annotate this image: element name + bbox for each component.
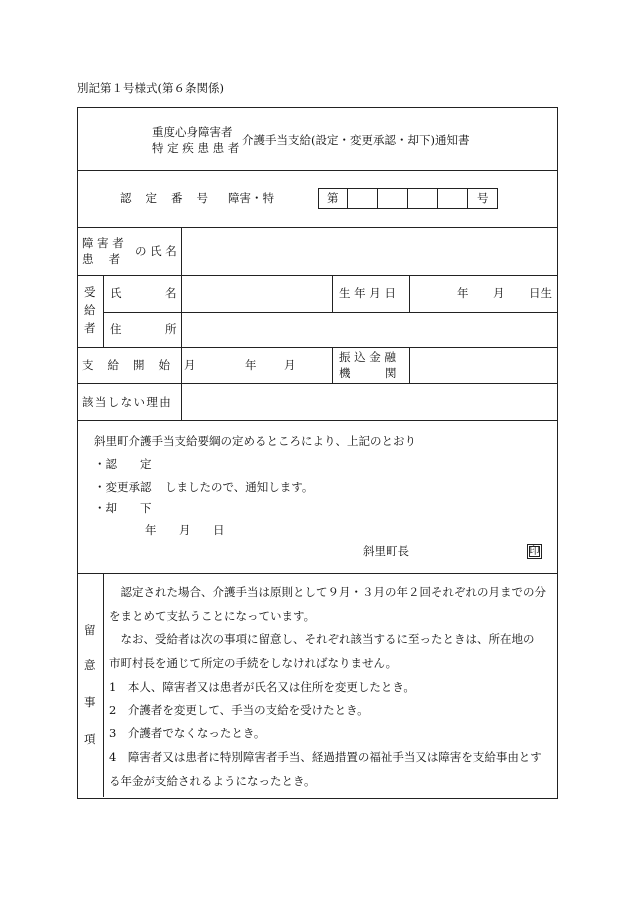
col-divider [332, 347, 333, 383]
recipient-label-2: 給 [84, 303, 96, 317]
note-line: 2 介護者を変更して、手当の支給を受けたとき。 [109, 703, 369, 717]
reason-field[interactable] [183, 385, 555, 419]
patient-label-top: 障 害 者 [82, 236, 124, 250]
bank-label-top: 振 込 金 融 [339, 350, 396, 364]
note-line: る年金が支給されるようになったとき。 [109, 774, 316, 788]
cert-box-divider [467, 188, 468, 209]
note-line: をまとめて支払うことになっています。 [109, 609, 316, 623]
payment-start-field[interactable] [183, 349, 331, 382]
form-reference: 別記第１号様式(第６条関係) [77, 81, 224, 95]
row-divider [77, 170, 558, 171]
patient-label-tail: の 氏 名 [135, 244, 177, 258]
seal-mark [527, 544, 542, 559]
cert-number-type: 障害・特 [228, 191, 274, 205]
birth-date-label: 生 年 月 日 [339, 286, 396, 300]
col-divider [409, 275, 410, 312]
decision-suffix: しましたので、通知します。 [165, 480, 314, 494]
row-divider [103, 312, 558, 313]
recipient-name-field[interactable] [183, 277, 331, 311]
note-line: 1 本人、障害者又は患者が氏名又は住所を変更したとき。 [109, 680, 415, 694]
reason-label: 該当しない理由 [82, 395, 173, 409]
decision-option-change: ・変更承認 [94, 480, 152, 494]
cert-number-field[interactable] [348, 189, 467, 208]
title-prefix-top: 重度心身障害者 [152, 125, 233, 139]
bank-label-bottom: 機 関 [339, 366, 397, 380]
payment-start-month: 月 [284, 358, 296, 372]
seal-label: 印 [529, 546, 540, 557]
col-divider [409, 347, 410, 383]
bank-field[interactable] [411, 349, 556, 382]
decision-date-day: 日 [213, 523, 225, 537]
recipient-name-label: 氏 [110, 286, 122, 300]
col-divider [103, 275, 104, 347]
col-divider [103, 573, 104, 797]
note-line: 4 障害者又は患者に特別障害者手当、経過措置の福祉手当又は障害を支給事由とす [109, 750, 542, 764]
decision-option-approve: ・認 定 [94, 457, 152, 471]
recipient-address-label-end: 所 [165, 322, 177, 336]
payment-start-year: 年 [245, 358, 257, 372]
row-divider [77, 275, 558, 276]
birth-year: 年 [457, 286, 469, 300]
cert-number-suffix: 号 [477, 191, 489, 205]
notes-label-4: 項 [84, 732, 96, 746]
birth-day: 日生 [529, 286, 552, 300]
notes-label-3: 事 [84, 695, 96, 709]
issuer-name: 斜里町長 [363, 544, 409, 558]
row-divider [77, 383, 558, 384]
patient-label-bottom: 患 者 [82, 252, 121, 266]
decision-date-year: 年 [145, 523, 157, 537]
note-line: 市町村長を通じて所定の手続をしなければなりません。 [109, 656, 398, 670]
row-divider [77, 573, 558, 574]
page-title: 介護手当支給(設定・変更承認・却下)通知書 [242, 133, 470, 147]
recipient-address-label: 住 [110, 322, 122, 336]
row-divider [77, 420, 558, 421]
birth-month: 月 [493, 286, 505, 300]
payment-start-label: 支 給 開 始 月 [82, 358, 201, 372]
col-divider [181, 227, 182, 420]
cert-number-prefix: 第 [327, 191, 339, 205]
patient-name-field[interactable] [183, 229, 555, 274]
note-line: 3 介護者でなくなったとき。 [109, 726, 266, 740]
birth-date-field[interactable] [411, 277, 556, 311]
recipient-name-label-end: 名 [165, 286, 177, 300]
notes-label-2: 意 [84, 658, 96, 672]
row-divider [77, 227, 558, 228]
decision-date-month: 月 [179, 523, 191, 537]
row-divider [77, 347, 558, 348]
note-line: 認定された場合、介護手当は原則として９月・３月の年２回それぞれの月までの分 [109, 585, 546, 599]
decision-intro: 斜里町介護手当支給要綱の定めるところにより、上記のとおり [94, 434, 416, 448]
decision-option-reject: ・却 下 [94, 501, 152, 515]
form-frame [77, 107, 558, 799]
cert-number-label: 認 定 番 号 [120, 191, 214, 205]
title-prefix-bottom: 特 定 疾 患 患 者 [152, 141, 240, 155]
note-line: なお、受給者は次の事項に留意し、それぞれ該当するに至ったときは、所在地の [109, 632, 535, 646]
recipient-address-field[interactable] [183, 314, 555, 346]
notes-label-1: 留 [84, 623, 96, 637]
recipient-label-3: 者 [84, 321, 96, 335]
recipient-label-1: 受 [84, 285, 96, 299]
col-divider [332, 275, 333, 312]
